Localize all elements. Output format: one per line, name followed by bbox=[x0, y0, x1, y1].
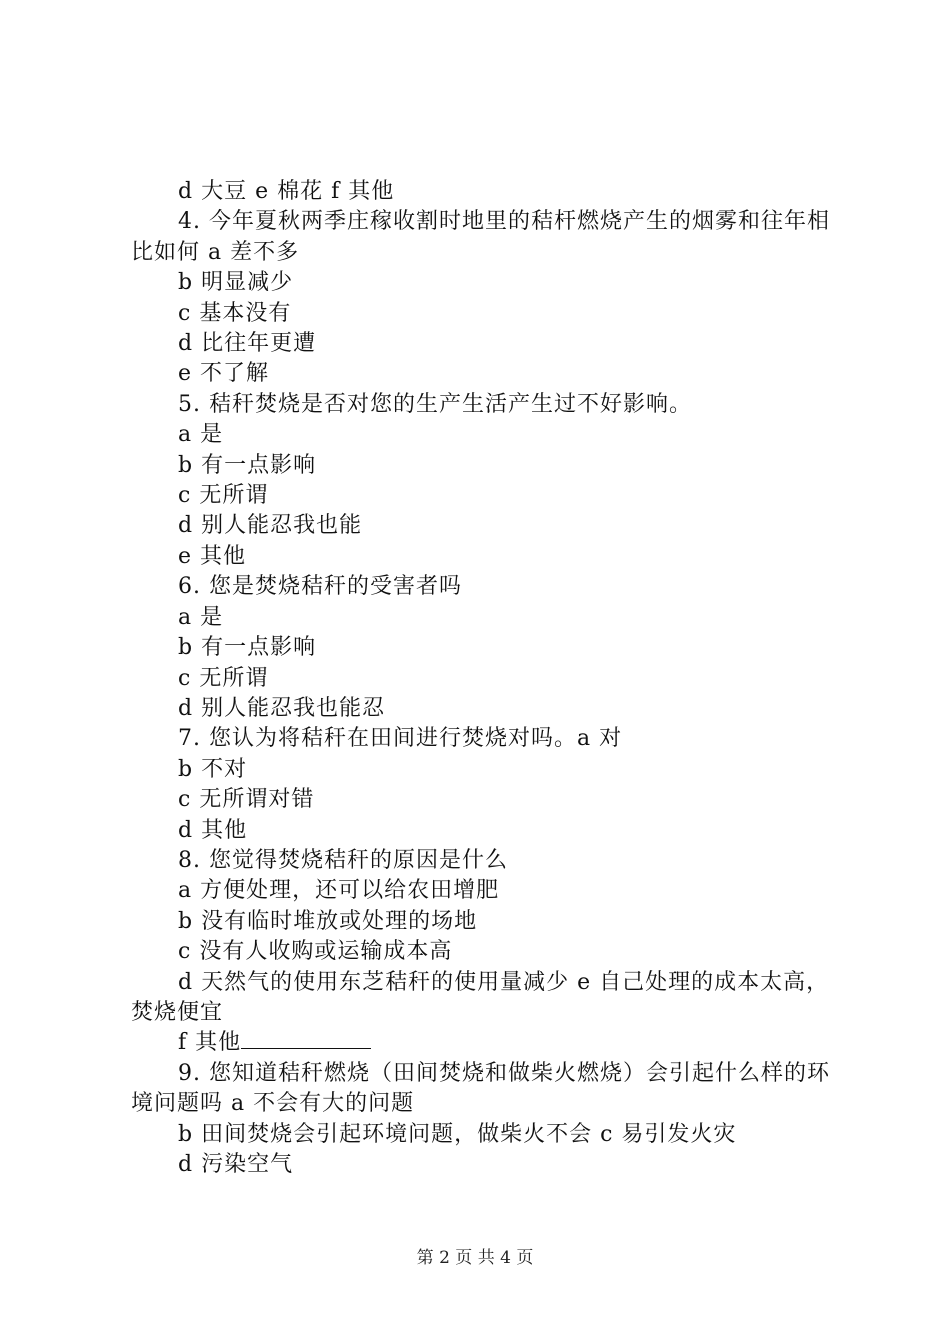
option-line: c 没有人收购或运输成本高 bbox=[178, 939, 453, 965]
option-line: d 大豆 e 棉花 f 其他 bbox=[178, 179, 395, 204]
option-line-with-blank bbox=[131, 1028, 836, 1058]
question-7: 7. 您认为将秸秆在田间进行焚烧对吗。a 对 bbox=[178, 726, 623, 752]
option-line: d 污染空气 bbox=[178, 1152, 294, 1177]
question-5: 5. 秸秆焚烧是否对您的生产生活产生过不好影响。 bbox=[178, 391, 692, 417]
option-line: e 不了解 bbox=[178, 361, 270, 387]
option-line: c 无所谓 bbox=[178, 665, 269, 691]
option-line: c 基本没有 bbox=[178, 300, 292, 326]
fill-in-blank bbox=[241, 1028, 371, 1049]
option-line: d 别人能忍我也能 bbox=[178, 513, 363, 539]
page-footer: 第 2 页 共 4 页 bbox=[416, 1248, 534, 1268]
option-line: d 别人能忍我也能忍 bbox=[178, 695, 386, 721]
question-6: 6. 您是焚烧秸秆的受害者吗 bbox=[178, 574, 462, 600]
option-line: b 没有临时堆放或处理的场地 bbox=[178, 908, 478, 934]
option-line: b 有一点影响 bbox=[178, 635, 317, 661]
option-line: b 田间焚烧会引起环境问题，做柴火不会 c 易引发火灾 bbox=[178, 1121, 737, 1147]
option-line: b 明显减少 bbox=[178, 270, 294, 296]
option-line: a 是 bbox=[178, 422, 224, 448]
question-9: 9. 您知道秸秆燃烧（田间焚烧和做柴火燃烧）会引起什么样的环境问题吗 a 不会有大的问题 bbox=[131, 1060, 830, 1117]
option-line-wrapped: d 天然气的使用东芝秸秆的使用量减少 e 自己处理的成本太高，焚烧便宜 bbox=[131, 969, 830, 1025]
document-body bbox=[131, 177, 836, 1180]
option-line: a 方便处理，还可以给农田增肥 bbox=[178, 878, 500, 904]
option-line: d 比往年更遭 bbox=[178, 331, 317, 357]
option-line: c 无所谓 bbox=[178, 483, 269, 509]
option-line: d 其他 bbox=[178, 817, 248, 843]
question-4: 4. 今年夏秋两季庄稼收割时地里的秸杆燃烧产生的烟雾和往年相比如何 a 差不多 bbox=[131, 209, 830, 265]
question-8: 8. 您觉得焚烧秸秆的原因是什么 bbox=[178, 847, 508, 873]
option-line: b 不对 bbox=[178, 756, 248, 782]
option-line: a 是 bbox=[178, 604, 224, 630]
option-text: f 其他 bbox=[178, 1030, 242, 1056]
option-line: c 无所谓对错 bbox=[178, 787, 315, 813]
option-line: e 其他 bbox=[178, 543, 247, 569]
option-line: b 有一点影响 bbox=[178, 452, 317, 478]
